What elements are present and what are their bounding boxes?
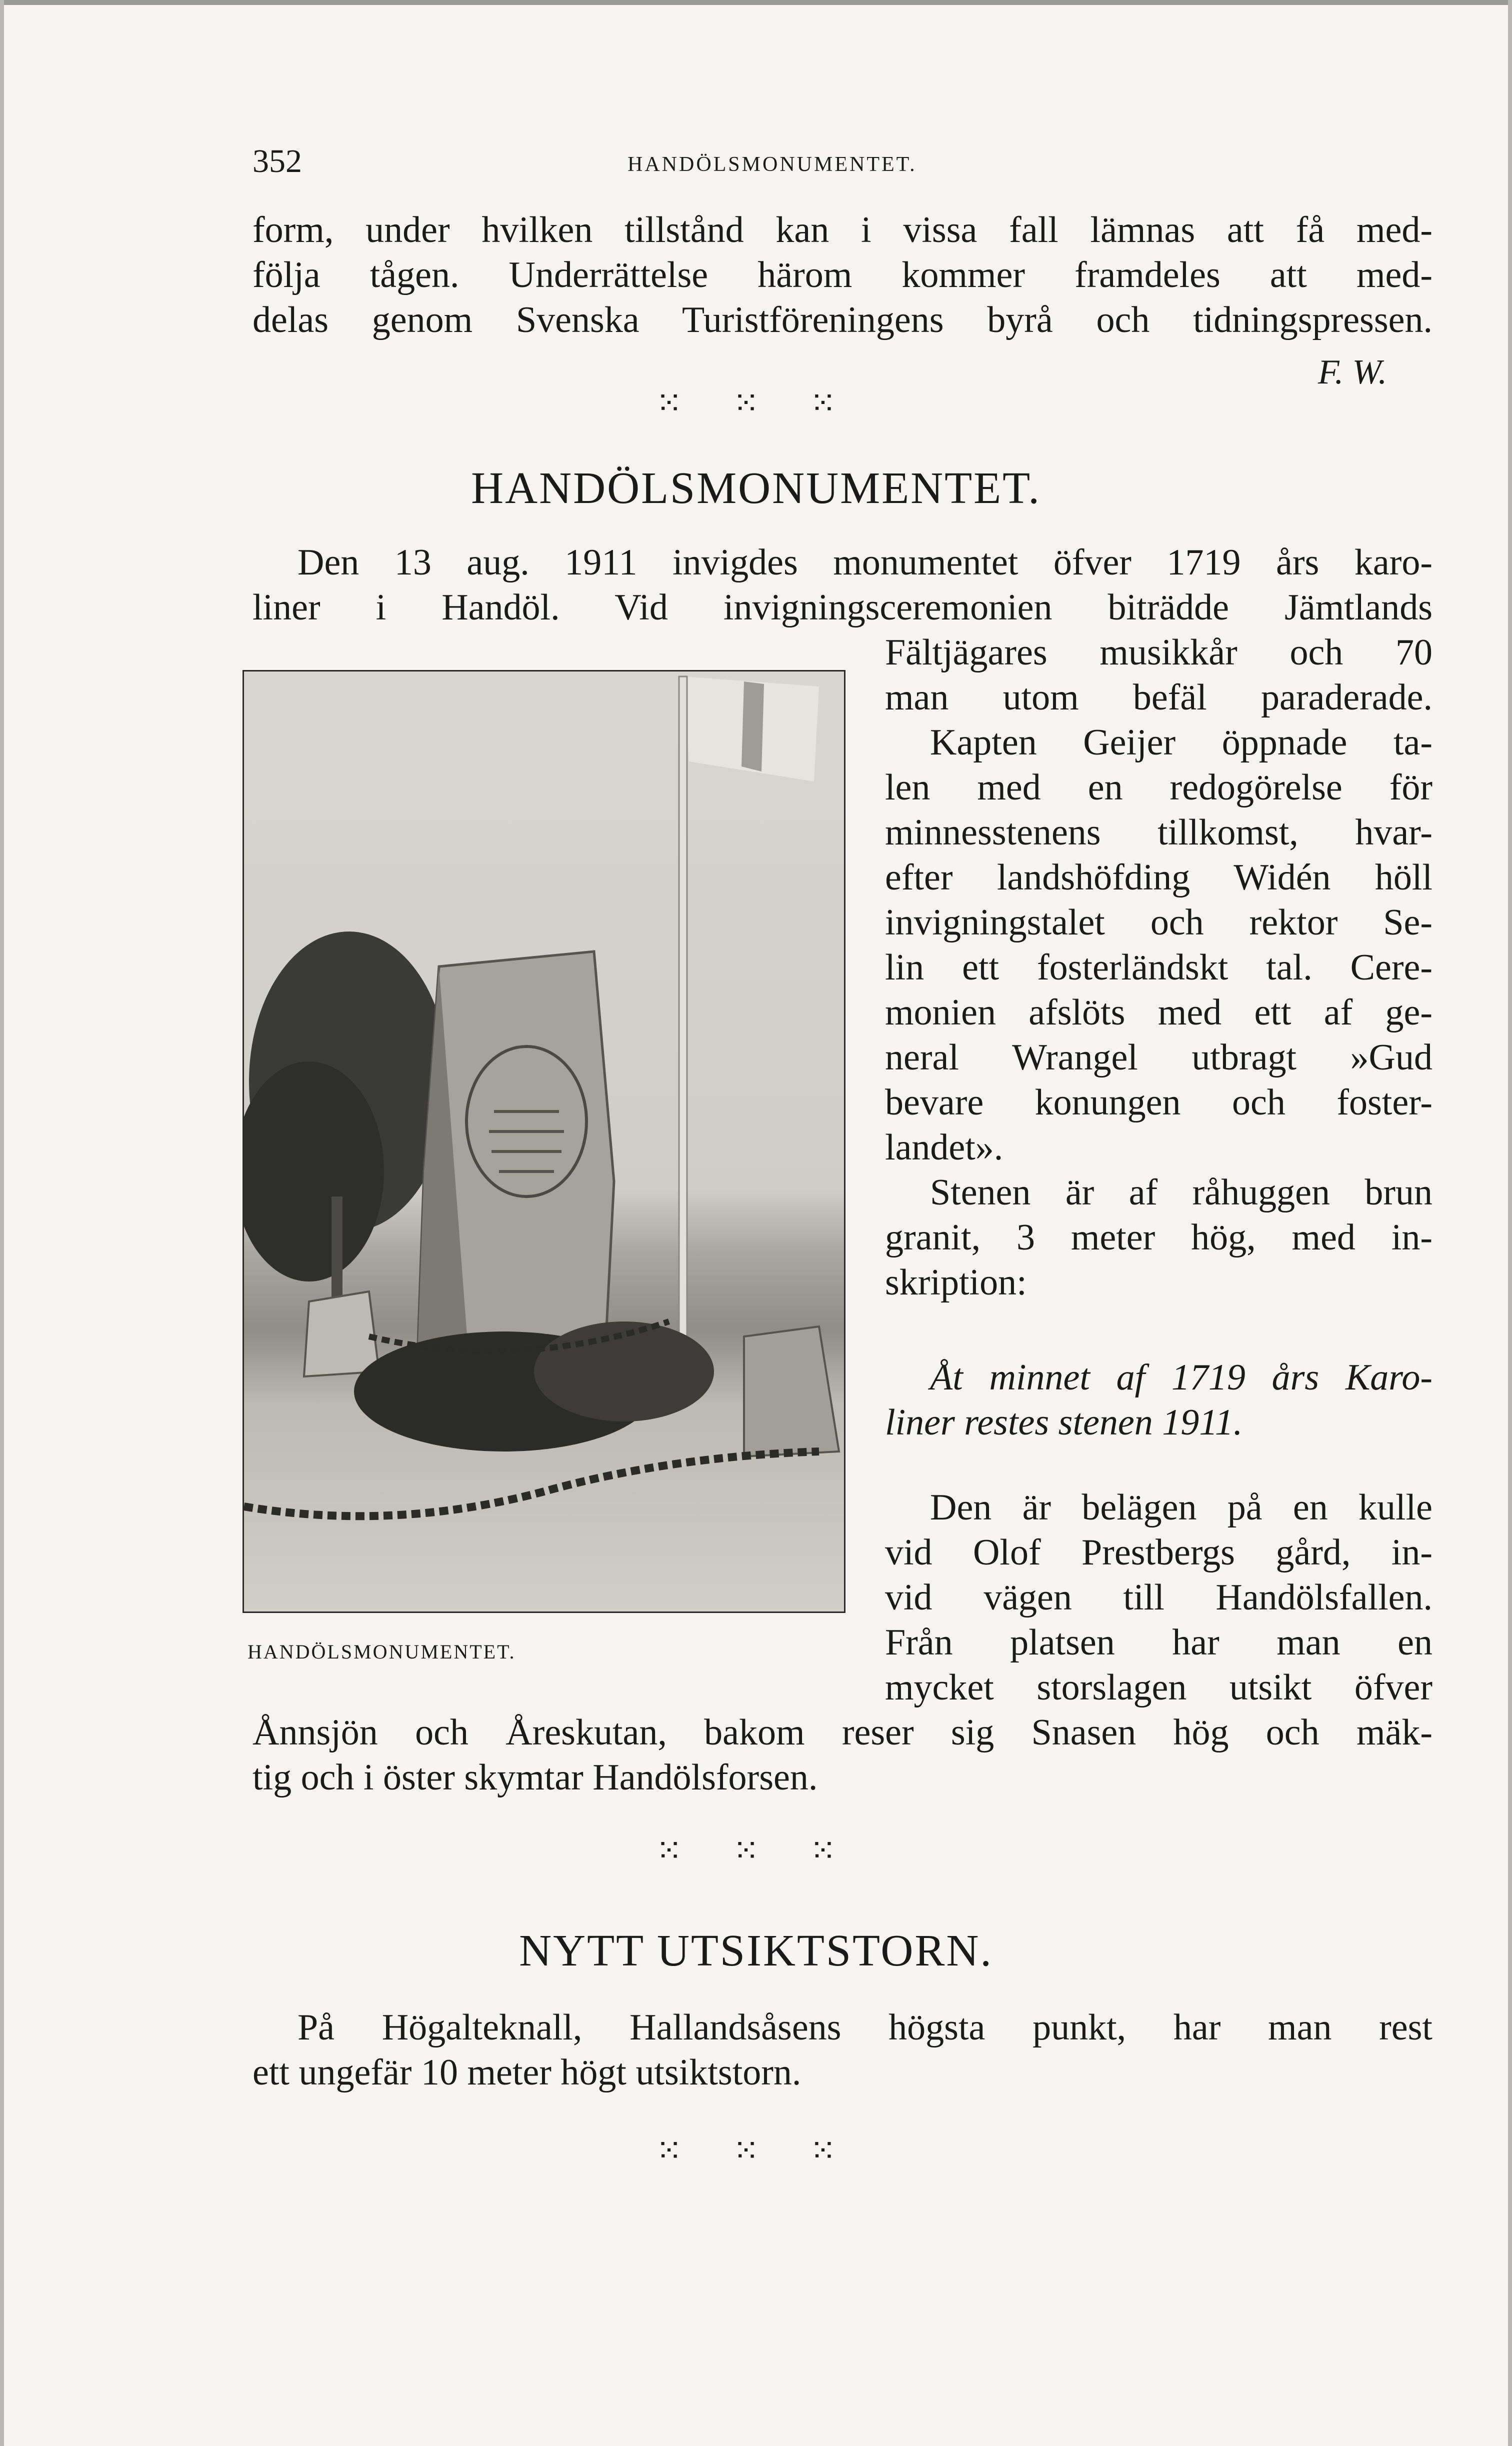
running-title: HANDÖLSMONUMENTET. [628, 153, 917, 176]
flagpole [679, 676, 687, 1376]
separator-ornament: ⁙ ⁙ ⁙ [656, 385, 856, 422]
inscription-line: Åt minnet af 1719 års Karo- [930, 1357, 1432, 1398]
inscription-line: liner restes stenen 1911. [885, 1402, 1243, 1443]
separator-ornament: ⁙ ⁙ ⁙ [656, 2132, 856, 2170]
text-line: efter landshöfding Widén höll [885, 857, 1432, 898]
text-line: Kapten Geijer öppnade ta- [930, 722, 1432, 763]
text-line: skription: [885, 1262, 1027, 1303]
text-line: granit, 3 meter hög, med in- [885, 1217, 1432, 1258]
scan-edge-top [0, 0, 1512, 5]
post-stone [744, 1326, 839, 1456]
text-line: man utom befäl paraderade. [885, 677, 1432, 718]
post-stone [304, 1292, 379, 1376]
signature: F. W. [1318, 353, 1387, 392]
text-line: Den är belägen på en kulle [930, 1487, 1432, 1528]
text-line: form, under hvilken tillstånd kan i vissa fall lämnas att få med- [252, 210, 1432, 250]
text-line: mycket storslagen utsikt öfver [885, 1667, 1432, 1708]
text-line: minnesstenens tillkomst, hvar- [885, 812, 1432, 853]
separator-ornament: ⁙ ⁙ ⁙ [656, 1832, 856, 1870]
text-line: monien afslöts med ett af ge- [885, 992, 1432, 1033]
scan-edge-right [1508, 0, 1512, 2446]
text-line: Fältjägares musikkår och 70 [885, 632, 1432, 673]
inscription-quote [885, 1355, 1432, 1445]
text-line: Ånnsjön och Åreskutan, bakom reser sig Snasen hög och mäk- [252, 1712, 1432, 1753]
text-line: ett ungefär 10 meter högt utsiktstorn. [252, 2052, 802, 2093]
scan-edge-left [0, 0, 4, 2446]
section2-paragraph [252, 2005, 1432, 2095]
wreaths [534, 1322, 714, 1422]
text-line: neral Wrangel utbragt »Gud [885, 1037, 1432, 1078]
text-line: liner i Handöl. Vid invigningsceremonien biträdde Jämtlands [252, 587, 1432, 628]
text-line: landet». [885, 1127, 1004, 1168]
section1-opening [252, 540, 1432, 630]
text-line: tig och i öster skymtar Handölsforsen. [252, 1757, 818, 1798]
text-line: vid Olof Prestbergs gård, in- [885, 1532, 1432, 1573]
text-line: bevare konungen och foster- [885, 1082, 1432, 1123]
monument-photo [242, 670, 846, 1613]
text-line: Stenen är af råhuggen brun [930, 1172, 1432, 1213]
photo-caption: HANDÖLSMONUMENTET. [248, 1640, 516, 1663]
text-line: lin ett fosterländskt tal. Cere- [885, 947, 1432, 988]
flag-cross [742, 682, 764, 772]
right-column-text [885, 630, 1432, 1305]
intro-paragraph [252, 208, 1432, 342]
right-column-text-2 [885, 1485, 1432, 1710]
running-head [252, 142, 1442, 182]
chain-fence [244, 1452, 819, 1516]
text-line: len med en redogörelse för [885, 767, 1432, 808]
page-number: 352 [252, 143, 302, 180]
monument-illustration [244, 672, 844, 1612]
section1-closing [252, 1710, 1432, 1800]
text-line: invigningstalet och rektor Se- [885, 902, 1432, 943]
text-line: vid vägen till Handölsfallen. [885, 1577, 1432, 1618]
section-heading: HANDÖLSMONUMENTET. [471, 464, 1041, 513]
section-heading: NYTT UTSIKTSTORN. [519, 1926, 993, 1976]
text-line: Den 13 aug. 1911 invigdes monumentet öfver 1719 års karo- [298, 542, 1432, 583]
text-line: delas genom Svenska Turistföreningens byrå och tidningspressen. [252, 300, 1432, 340]
text-line: På Högalteknall, Hallandsåsens högsta punkt, har man rest [298, 2007, 1432, 2048]
text-line: Från platsen har man en [885, 1622, 1432, 1663]
text-line: följa tågen. Underrättelse härom kommer framdeles att med- [252, 254, 1432, 296]
